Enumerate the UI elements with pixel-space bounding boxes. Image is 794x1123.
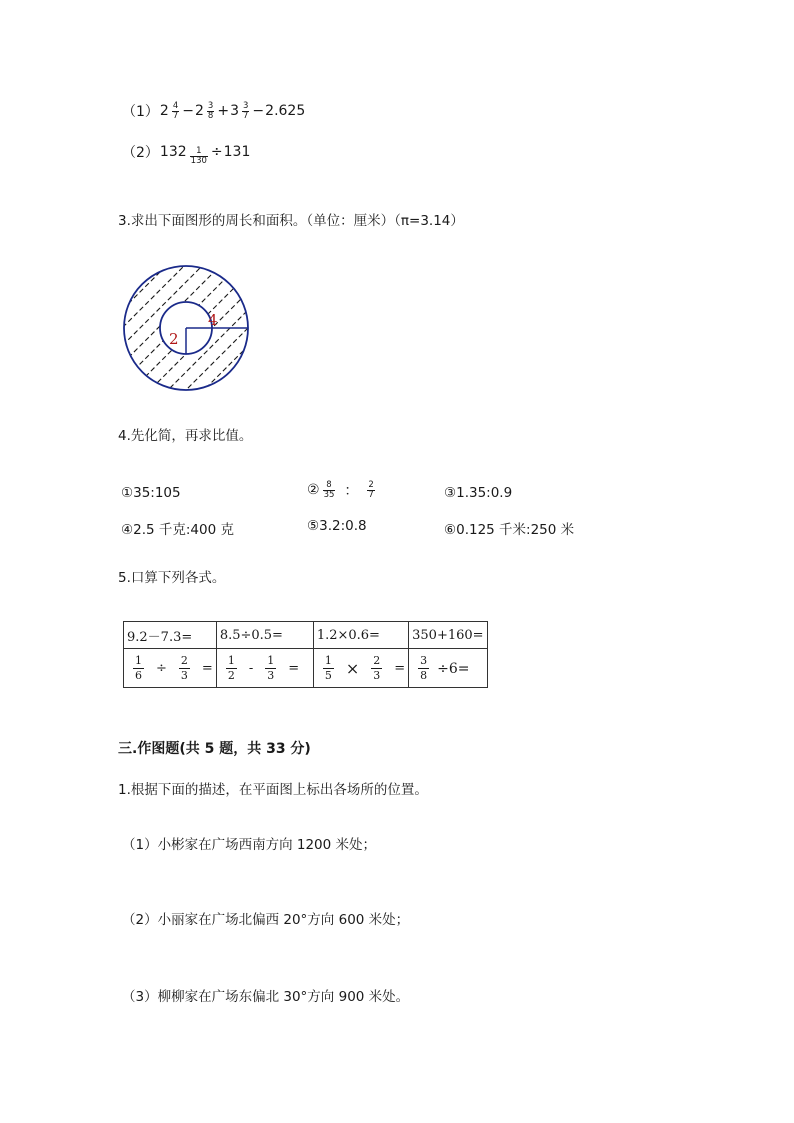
operator: ÷	[210, 144, 223, 160]
whole-number: 2	[195, 103, 204, 119]
equals-sign: =	[394, 661, 406, 676]
ratio-text: 0.125 千米:250 米	[456, 522, 575, 538]
whole-number: 2	[159, 103, 169, 119]
ratio-item-6	[444, 518, 574, 538]
q5-prompt: 5.口算下列各式。	[118, 570, 226, 586]
item-marker: ⑥	[444, 522, 457, 538]
item-marker: ⑤	[307, 518, 320, 534]
operator: −	[182, 103, 194, 119]
fraction: $\frac{2}{7}$	[368, 479, 374, 500]
fraction: $\frac{8}{35}$	[323, 479, 335, 500]
fraction: $\frac{1}{5}$	[324, 654, 332, 682]
ratio-item-4	[121, 518, 234, 538]
item-label: （1）	[122, 104, 159, 120]
operator: ÷6=	[437, 660, 470, 677]
table-cell	[313, 649, 408, 688]
equals-sign: =	[201, 661, 213, 676]
item-label: （2）	[122, 145, 159, 161]
whole-number: 3	[230, 103, 239, 119]
operator: ÷	[156, 661, 167, 676]
whole-number: 131	[223, 144, 251, 160]
section-title: 三.作图题(共 5 题，共 33 分)	[118, 741, 311, 757]
operator: -	[248, 661, 254, 676]
table-cell: 8.5÷0.5=	[216, 622, 313, 649]
fraction: $\frac{3}{8}$	[420, 654, 428, 682]
s3-item-3: （3）柳柳家在广场东偏北 30°方向 900 米处。	[122, 989, 410, 1005]
fraction: $\frac{1}{130}$	[190, 145, 207, 166]
table-cell: 1.2×0.6=	[313, 622, 408, 649]
decimal-number: 2.625	[265, 103, 306, 119]
ratio-text: 2.5 千克:400 克	[133, 522, 234, 538]
operator: ×	[345, 659, 360, 678]
mental-math-table	[123, 621, 488, 688]
ratio-item-5	[307, 518, 367, 534]
ratio-item-3	[444, 485, 512, 501]
q2-item2	[122, 142, 251, 166]
operator: +	[217, 103, 230, 119]
ring-figure	[120, 262, 252, 396]
table-cell	[216, 649, 313, 688]
table-cell: 350+160=	[409, 622, 487, 649]
s3-q1-prompt: 1.根据下面的描述，在平面图上标出各场所的位置。	[118, 782, 428, 798]
ratio-item-1	[121, 485, 181, 501]
ratio-text: 3.2:0.8	[319, 518, 367, 534]
ratio-colon: ：	[344, 483, 359, 499]
fraction: $\frac{3}{7}$	[243, 100, 249, 121]
item-marker: ③	[444, 485, 457, 501]
whole-number: 132	[159, 144, 187, 160]
table-row	[124, 649, 488, 688]
table-row	[124, 622, 488, 649]
fraction: $\frac{1}{6}$	[135, 654, 142, 682]
fraction: $\frac{2}{3}$	[373, 654, 381, 682]
s3-item-1: （1）小彬家在广场西南方向 1200 米处；	[122, 837, 377, 853]
fraction: $\frac{2}{3}$	[180, 654, 188, 682]
table-cell	[409, 649, 487, 688]
inner-radius-label: 2	[169, 330, 179, 348]
q2-item1	[122, 101, 305, 121]
table-cell	[124, 649, 217, 688]
item-marker: ④	[121, 522, 134, 538]
fraction: $\frac{1}{3}$	[267, 654, 275, 682]
table-cell: 9.2－7.3=	[124, 622, 217, 649]
item-marker: ②	[307, 482, 320, 498]
s3-item-2: （2）小丽家在广场北偏西 20°方向 600 米处；	[122, 912, 410, 928]
fraction: $\frac{3}{8}$	[207, 100, 214, 121]
ratio-text: 35:105	[133, 485, 181, 501]
fraction: $\frac{4}{7}$	[172, 100, 179, 121]
operator: −	[252, 103, 265, 119]
equals-sign: =	[288, 661, 300, 676]
item-marker: ①	[121, 485, 134, 501]
ratio-text: 1.35:0.9	[456, 485, 513, 501]
q3-prompt: 3.求出下面图形的周长和面积。（单位：厘米）（π=3.14）	[118, 213, 464, 229]
fraction: $\frac{1}{2}$	[227, 654, 235, 682]
outer-radius-label: 4	[208, 311, 218, 329]
q4-prompt: 4.先化简，再求比值。	[118, 428, 253, 444]
ratio-item-2	[307, 480, 377, 500]
